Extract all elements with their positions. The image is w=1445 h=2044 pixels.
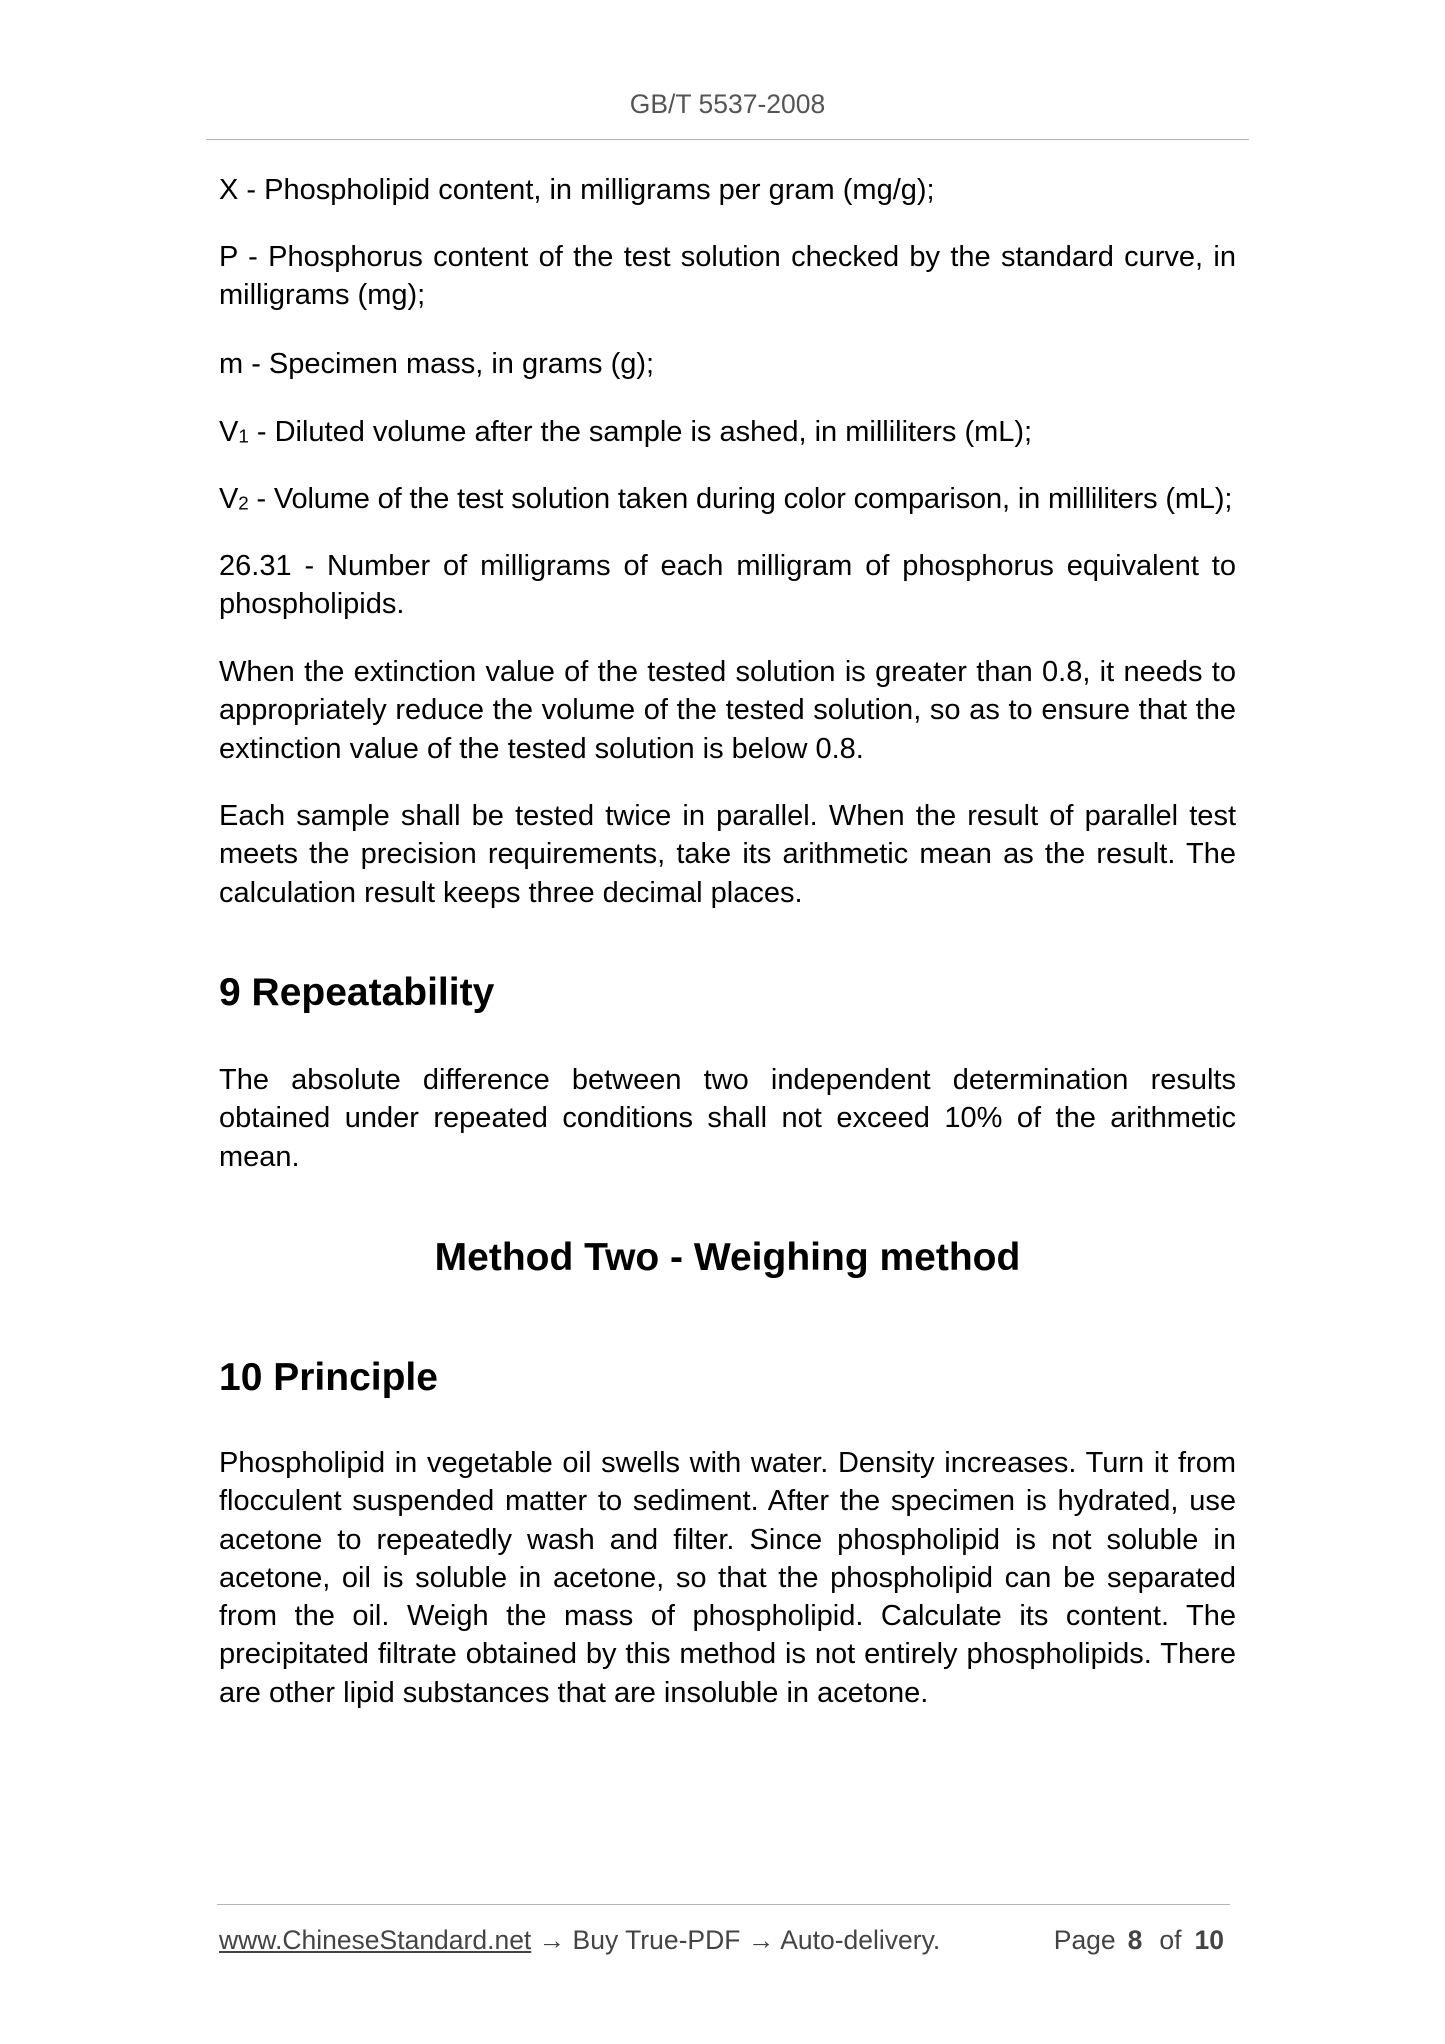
legend-p-line: milligrams (mg); — [219, 279, 426, 312]
total-pages: 10 — [1194, 1925, 1224, 1955]
legend-v2 — [219, 480, 1236, 518]
section-heading-principle: 10 Principle — [219, 1356, 438, 1399]
paragraph-line: flocculent suspended matter to sediment. After the specimen is hydrated, use — [219, 1485, 1236, 1518]
paragraph-line: are other lipid substances that are insoluble in acetone. — [219, 1676, 929, 1709]
paragraph-line: from the oil. Weigh the mass of phospholipid. Calculate its content. The — [219, 1600, 1236, 1633]
paragraph-line: acetone, oil is soluble in acetone, so that the phospholipid can be separated — [219, 1561, 1236, 1594]
legend-constant — [219, 547, 1236, 624]
legend-v2-line — [219, 480, 1236, 518]
footer-rule — [217, 1904, 1230, 1905]
footer-tagline — [219, 1923, 940, 1957]
principle-paragraph — [219, 1444, 1236, 1712]
legend-x — [219, 171, 1236, 209]
paragraph-line: extinction value of the tested solution is below 0.8. — [219, 732, 864, 765]
paragraph-line: precipitated filtrate obtained by this method is not entirely phospholipids. There — [219, 1638, 1236, 1671]
legend-v1 — [219, 413, 1236, 451]
extinction-note-paragraph — [219, 653, 1236, 768]
page-number — [1054, 1923, 1224, 1957]
legend-x-line: X - Phospholipid content, in milligrams per gram (mg/g); — [219, 174, 935, 206]
arrow-right-icon: → — [538, 1925, 566, 1955]
website-link[interactable]: www.ChineseStandard.net — [219, 1925, 532, 1955]
variable-symbol: V — [219, 483, 239, 515]
paragraph-line: meets the precision requirements, take its arithmetic mean as the result. The — [219, 838, 1236, 871]
variable-description: - Diluted volume after the sample is ashed, in milliliters (mL); — [248, 416, 1033, 448]
standard-code: GB/T 5537-2008 — [629, 89, 826, 119]
arrow-right-icon: → — [747, 1925, 775, 1955]
paragraph-line: appropriately reduce the volume of the tested solution, so as to ensure that the — [219, 694, 1236, 727]
legend-p-line: P - Phosphorus content of the test solution checked by the standard curve, in — [219, 241, 1236, 273]
legend-p — [219, 238, 1236, 315]
variable-symbol: V — [219, 416, 239, 448]
repeatability-paragraph — [219, 1061, 1236, 1176]
variable-description: - Volume of the test solution taken during color comparison, in milliliters (mL); — [248, 483, 1233, 515]
method-two-title: Method Two - Weighing method — [434, 1236, 1021, 1279]
header-rule — [206, 139, 1249, 140]
delivery-text: Auto-delivery. — [780, 1925, 941, 1955]
paragraph-line: calculation result keeps three decimal places. — [219, 876, 803, 909]
legend-constant-line: phospholipids. — [219, 588, 405, 621]
legend-constant-line: 26.31 - Number of milligrams of each milligram of phosphorus equivalent to — [219, 550, 1236, 582]
paragraph-line: acetone to repeatedly wash and filter. Since phospholipid is not soluble in — [219, 1523, 1236, 1556]
legend-m-line: m - Specimen mass, in grams (g); — [219, 348, 655, 380]
variable-subscript: 2 — [238, 492, 249, 514]
paragraph-line: obtained under repeated conditions shall not exceed 10% of the arithmetic — [219, 1102, 1236, 1135]
page-label: Page — [1053, 1925, 1116, 1955]
legend-m — [219, 345, 1236, 383]
paragraph-line: The absolute difference between two independent determination results — [219, 1064, 1236, 1096]
buy-text: Buy True-PDF — [572, 1925, 741, 1955]
of-label: of — [1159, 1925, 1182, 1955]
current-page: 8 — [1127, 1925, 1143, 1955]
page-footer — [219, 1923, 1224, 1957]
paragraph-line: Each sample shall be tested twice in parallel. When the result of parallel test — [219, 800, 1236, 832]
variable-subscript: 1 — [238, 425, 249, 447]
legend-v1-line — [219, 413, 1236, 451]
paragraph-line: mean. — [219, 1140, 300, 1173]
paragraph-line: Phospholipid in vegetable oil swells with water. Density increases. Turn it from — [219, 1447, 1236, 1479]
paragraph-line: When the extinction value of the tested solution is greater than 0.8, it needs to — [219, 656, 1236, 688]
parallel-test-paragraph — [219, 797, 1236, 912]
section-heading-repeatability: 9 Repeatability — [219, 971, 495, 1014]
